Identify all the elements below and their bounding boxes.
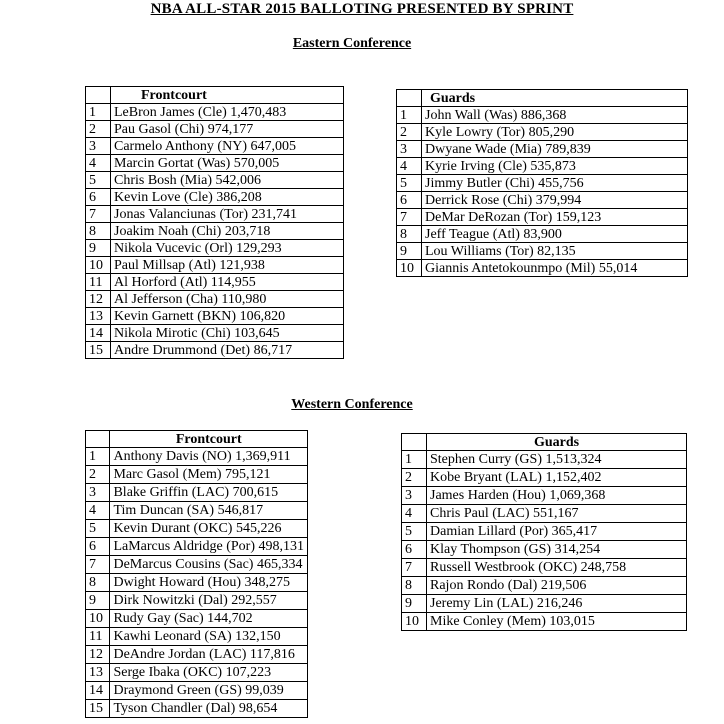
- table-row: [86, 682, 308, 700]
- table-row: [86, 104, 344, 121]
- table-header-row: [86, 87, 344, 104]
- rank-cell: 5: [402, 523, 427, 541]
- table-row: [402, 505, 687, 523]
- rank-cell: 6: [86, 538, 110, 556]
- player-cell: Anthony Davis (NO) 1,369,911: [110, 448, 308, 466]
- rank-cell: 10: [402, 613, 427, 631]
- table-row: [86, 223, 344, 240]
- rank-cell: 11: [86, 274, 111, 291]
- table-row: [86, 664, 308, 682]
- table-row: [402, 559, 687, 577]
- rank-cell: 10: [397, 260, 422, 277]
- player-cell: Stephen Curry (GS) 1,513,324: [427, 451, 687, 469]
- table-row: [86, 257, 344, 274]
- player-cell: Derrick Rose (Chi) 379,994: [422, 192, 688, 209]
- table-row: [86, 538, 308, 556]
- rank-cell: 5: [86, 172, 111, 189]
- rank-header-cell: [86, 87, 111, 104]
- rank-header-cell: [402, 434, 427, 451]
- player-cell: Jeremy Lin (LAL) 216,246: [427, 595, 687, 613]
- rank-cell: 2: [86, 466, 110, 484]
- table-row: [86, 308, 344, 325]
- player-cell: John Wall (Was) 886,368: [422, 107, 688, 124]
- player-cell: DeMarcus Cousins (Sac) 465,334: [110, 556, 308, 574]
- player-cell: Al Jefferson (Cha) 110,980: [111, 291, 344, 308]
- table-row: [397, 175, 688, 192]
- player-cell: Dwyane Wade (Mia) 789,839: [422, 141, 688, 158]
- rank-cell: 4: [86, 155, 111, 172]
- rank-cell: 15: [86, 700, 110, 718]
- column-header: Frontcourt: [110, 431, 308, 448]
- player-cell: Andre Drummond (Det) 86,717: [111, 342, 344, 359]
- rank-cell: 13: [86, 308, 111, 325]
- rank-cell: 2: [86, 121, 111, 138]
- table-row: [402, 613, 687, 631]
- player-cell: Russell Westbrook (OKC) 248,758: [427, 559, 687, 577]
- table-row: [86, 342, 344, 359]
- table-row: [402, 595, 687, 613]
- rank-cell: 9: [86, 240, 111, 257]
- player-cell: Jeff Teague (Atl) 83,900: [422, 226, 688, 243]
- player-cell: Chris Paul (LAC) 551,167: [427, 505, 687, 523]
- table-row: [86, 556, 308, 574]
- player-cell: Damian Lillard (Por) 365,417: [427, 523, 687, 541]
- rank-cell: 4: [86, 502, 110, 520]
- rank-cell: 4: [402, 505, 427, 523]
- player-cell: Kobe Bryant (LAL) 1,152,402: [427, 469, 687, 487]
- table-row: [397, 124, 688, 141]
- table-row: [397, 107, 688, 124]
- rank-cell: 8: [86, 223, 111, 240]
- table-row: [86, 502, 308, 520]
- player-cell: Lou Williams (Tor) 82,135: [422, 243, 688, 260]
- rank-cell: 14: [86, 682, 110, 700]
- table-row: [86, 172, 344, 189]
- rank-cell: 12: [86, 291, 111, 308]
- rank-header-cell: [397, 90, 422, 107]
- rank-cell: 4: [397, 158, 422, 175]
- rank-cell: 9: [397, 243, 422, 260]
- player-cell: Kyrie Irving (Cle) 535,873: [422, 158, 688, 175]
- player-cell: Carmelo Anthony (NY) 647,005: [111, 138, 344, 155]
- rank-cell: 5: [397, 175, 422, 192]
- player-cell: Nikola Vucevic (Orl) 129,293: [111, 240, 344, 257]
- rank-cell: 1: [402, 451, 427, 469]
- player-cell: Kyle Lowry (Tor) 805,290: [422, 124, 688, 141]
- table-row: [402, 451, 687, 469]
- player-cell: Al Horford (Atl) 114,955: [111, 274, 344, 291]
- table-row: [397, 243, 688, 260]
- rank-cell: 2: [402, 469, 427, 487]
- player-cell: Mike Conley (Mem) 103,015: [427, 613, 687, 631]
- eastern-conference-heading: Eastern Conference: [292, 36, 412, 51]
- rank-cell: 6: [397, 192, 422, 209]
- rank-cell: 7: [397, 209, 422, 226]
- table-row: [397, 141, 688, 158]
- rank-cell: 2: [397, 124, 422, 141]
- player-cell: Serge Ibaka (OKC) 107,223: [110, 664, 308, 682]
- rank-cell: 10: [86, 257, 111, 274]
- player-cell: Nikola Mirotic (Chi) 103,645: [111, 325, 344, 342]
- table-row: [397, 192, 688, 209]
- rank-cell: 3: [86, 138, 111, 155]
- player-cell: Draymond Green (GS) 99,039: [110, 682, 308, 700]
- rank-cell: 1: [86, 448, 110, 466]
- rank-cell: 7: [86, 556, 110, 574]
- table-header-row: [86, 431, 308, 448]
- rank-cell: 7: [402, 559, 427, 577]
- table-header-row: [397, 90, 688, 107]
- table-row: [86, 466, 308, 484]
- player-cell: Marc Gasol (Mem) 795,121: [110, 466, 308, 484]
- player-cell: Kevin Garnett (BKN) 106,820: [111, 308, 344, 325]
- table-row: [86, 628, 308, 646]
- table-row: [86, 155, 344, 172]
- player-cell: Pau Gasol (Chi) 974,177: [111, 121, 344, 138]
- western-conference-heading: Western Conference: [291, 397, 413, 412]
- column-header: Guards: [427, 434, 687, 451]
- table-row: [86, 592, 308, 610]
- rank-cell: 3: [397, 141, 422, 158]
- table-row: [86, 189, 344, 206]
- rank-cell: 12: [86, 646, 110, 664]
- player-cell: DeAndre Jordan (LAC) 117,816: [110, 646, 308, 664]
- table-row: [86, 138, 344, 155]
- table-row: [86, 610, 308, 628]
- rank-cell: 15: [86, 342, 111, 359]
- player-cell: Kevin Durant (OKC) 545,226: [110, 520, 308, 538]
- rank-cell: 14: [86, 325, 111, 342]
- player-cell: Jimmy Butler (Chi) 455,756: [422, 175, 688, 192]
- player-cell: Tyson Chandler (Dal) 98,654: [110, 700, 308, 718]
- rank-cell: 1: [397, 107, 422, 124]
- table-row: [397, 158, 688, 175]
- table-row: [86, 121, 344, 138]
- player-cell: Chris Bosh (Mia) 542,006: [111, 172, 344, 189]
- rank-cell: 11: [86, 628, 110, 646]
- table-row: [402, 523, 687, 541]
- table-row: [402, 541, 687, 559]
- table-row: [86, 240, 344, 257]
- player-cell: DeMar DeRozan (Tor) 159,123: [422, 209, 688, 226]
- rank-header-cell: [86, 431, 110, 448]
- player-cell: Rudy Gay (Sac) 144,702: [110, 610, 308, 628]
- rank-cell: 6: [402, 541, 427, 559]
- player-cell: LaMarcus Aldridge (Por) 498,131: [110, 538, 308, 556]
- player-cell: LeBron James (Cle) 1,470,483: [111, 104, 344, 121]
- table-row: [397, 226, 688, 243]
- player-cell: Dwight Howard (Hou) 348,275: [110, 574, 308, 592]
- table-row: [86, 484, 308, 502]
- column-header: Frontcourt: [111, 87, 344, 104]
- rank-cell: 5: [86, 520, 110, 538]
- player-cell: Kevin Love (Cle) 386,208: [111, 189, 344, 206]
- east-guards-table: [396, 89, 688, 277]
- rank-cell: 13: [86, 664, 110, 682]
- table-row: [86, 206, 344, 223]
- rank-cell: 9: [86, 592, 110, 610]
- west-guards-table: [401, 433, 687, 631]
- table-row: [402, 487, 687, 505]
- west-frontcourt-table: [85, 430, 308, 718]
- rank-cell: 8: [86, 574, 110, 592]
- rank-cell: 8: [402, 577, 427, 595]
- rank-cell: 6: [86, 189, 111, 206]
- column-header: Guards: [422, 90, 688, 107]
- player-cell: Rajon Rondo (Dal) 219,506: [427, 577, 687, 595]
- player-cell: James Harden (Hou) 1,069,368: [427, 487, 687, 505]
- player-cell: Joakim Noah (Chi) 203,718: [111, 223, 344, 240]
- rank-cell: 8: [397, 226, 422, 243]
- table-row: [86, 291, 344, 308]
- table-row: [402, 469, 687, 487]
- player-cell: Jonas Valanciunas (Tor) 231,741: [111, 206, 344, 223]
- table-row: [86, 520, 308, 538]
- page-title: NBA ALL-STAR 2015 BALLOTING PRESENTED BY SPRINT: [150, 1, 574, 17]
- table-header-row: [402, 434, 687, 451]
- rank-cell: 10: [86, 610, 110, 628]
- table-row: [402, 577, 687, 595]
- rank-cell: 3: [402, 487, 427, 505]
- rank-cell: 3: [86, 484, 110, 502]
- table-row: [86, 448, 308, 466]
- player-cell: Paul Millsap (Atl) 121,938: [111, 257, 344, 274]
- player-cell: Blake Griffin (LAC) 700,615: [110, 484, 308, 502]
- table-row: [86, 325, 344, 342]
- table-row: [86, 646, 308, 664]
- table-row: [397, 209, 688, 226]
- rank-cell: 1: [86, 104, 111, 121]
- table-row: [86, 274, 344, 291]
- player-cell: Giannis Antetokounmpo (Mil) 55,014: [422, 260, 688, 277]
- rank-cell: 9: [402, 595, 427, 613]
- east-frontcourt-table: [85, 86, 344, 359]
- player-cell: Dirk Nowitzki (Dal) 292,557: [110, 592, 308, 610]
- player-cell: Marcin Gortat (Was) 570,005: [111, 155, 344, 172]
- player-cell: Kawhi Leonard (SA) 132,150: [110, 628, 308, 646]
- rank-cell: 7: [86, 206, 111, 223]
- table-row: [86, 700, 308, 718]
- player-cell: Tim Duncan (SA) 546,817: [110, 502, 308, 520]
- table-row: [397, 260, 688, 277]
- player-cell: Klay Thompson (GS) 314,254: [427, 541, 687, 559]
- table-row: [86, 574, 308, 592]
